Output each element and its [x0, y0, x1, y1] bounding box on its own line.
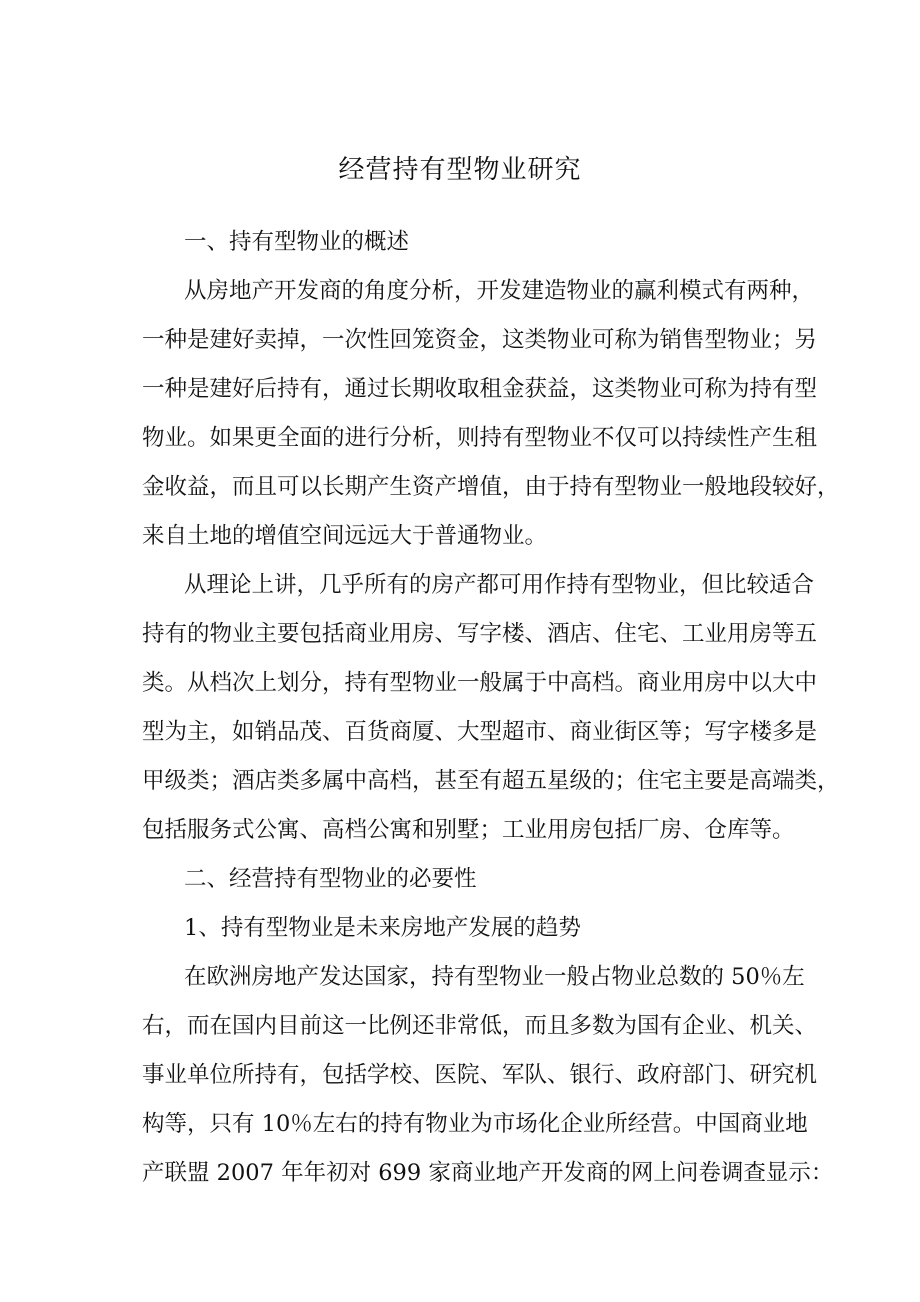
page-title: 经营持有型物业研究	[338, 155, 582, 185]
paragraph-line: 甲级类；酒店类多属中高档，甚至有超五星级的；住宅主要是高端类，	[142, 768, 840, 794]
paragraph-line: 事业单位所持有，包括学校、医院、军队、银行、政府部门、研究机	[142, 1062, 818, 1088]
paragraph-line: 一种是建好后持有，通过长期收取租金获益，这类物业可称为持有型	[142, 376, 818, 402]
paragraph-line: 包括服务式公寓、高档公寓和别墅；工业用房包括厂房、仓库等。	[142, 817, 795, 843]
paragraph-line: 金收益，而且可以长期产生资产增值，由于持有型物业一般地段较好，	[142, 474, 840, 500]
section-heading: 二、经营持有型物业的必要性	[184, 866, 477, 892]
paragraph-line: 从房地产开发商的角度分析，开发建造物业的赢利模式有两种，	[184, 278, 815, 304]
paragraph-line: 从理论上讲，几乎所有的房产都可用作持有型物业，但比较适合	[184, 572, 815, 598]
paragraph-line: 产联盟 2007 年年初对 699 家商业地产开发商的网上问卷调查显示：	[142, 1160, 834, 1186]
paragraph-line: 类。从档次上划分，持有型物业一般属于中高档。商业用房中以大中	[142, 670, 818, 696]
subsection-heading: 1、持有型物业是未来房地产发展的趋势	[184, 915, 581, 941]
section-heading: 一、持有型物业的概述	[184, 229, 410, 255]
paragraph-line: 在欧洲房地产发达国家，持有型物业一般占物业总数的 50％左	[184, 964, 805, 990]
paragraph-line: 来自土地的增值空间远远大于普通物业。	[142, 523, 548, 549]
paragraph-line: 构等，只有 10％左右的持有物业为市场化企业所经营。中国商业地	[142, 1111, 808, 1137]
paragraph-line: 持有的物业主要包括商业用房、写字楼、酒店、住宅、工业用房等五	[142, 621, 818, 647]
paragraph-line: 右，而在国内目前这一比例还非常低，而且多数为国有企业、机关、	[142, 1013, 818, 1039]
paragraph-line: 一种是建好卖掉，一次性回笼资金，这类物业可称为销售型物业；另	[142, 327, 818, 353]
paragraph-line: 型为主，如销品茂、百货商厦、大型超市、商业街区等；写字楼多是	[142, 719, 818, 745]
paragraph-line: 物业。如果更全面的进行分析，则持有型物业不仅可以持续性产生租	[142, 425, 818, 451]
